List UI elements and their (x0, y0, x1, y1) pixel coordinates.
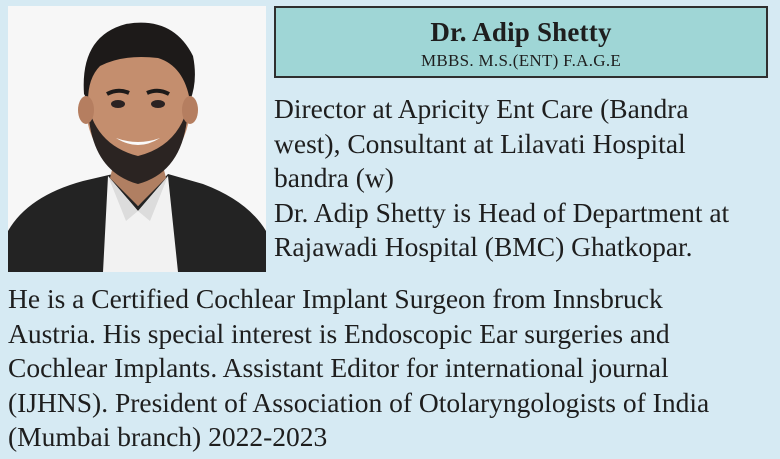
bio-line: Cochlear Implants. Assistant Editor for international journal (8, 352, 669, 383)
bio-text-full-width (8, 282, 778, 455)
bio-line: (IJHNS). President of Association of Otolaryngologists of India (8, 386, 710, 418)
name-header-box (274, 6, 768, 78)
bio-line: Director at Apricity Ent Care (Bandra (274, 93, 689, 124)
bio-line: Dr. Adip Shetty is Head of Department at (274, 196, 730, 228)
bio-line: bandra (w) (274, 162, 394, 193)
bio-line: He is a Certified Cochlear Implant Surgeon from Innsbruck (8, 283, 663, 314)
bio-line: (Mumbai branch) 2022-2023 (8, 421, 328, 452)
bio-line: Rajawadi Hospital (BMC) Ghatkopar. (274, 231, 693, 262)
bio-line: Austria. His special interest is Endoscopic Ear surgeries and (8, 317, 670, 349)
doctor-portrait-photo (8, 6, 266, 272)
doctor-name: Dr. Adip Shetty (430, 17, 612, 47)
doctor-qualifications: MBBS. M.S.(ENT) F.A.G.E (420, 51, 622, 70)
bio-line: west), Consultant at Lilavati Hospital (274, 127, 686, 159)
bio-text-beside-photo (274, 92, 774, 265)
